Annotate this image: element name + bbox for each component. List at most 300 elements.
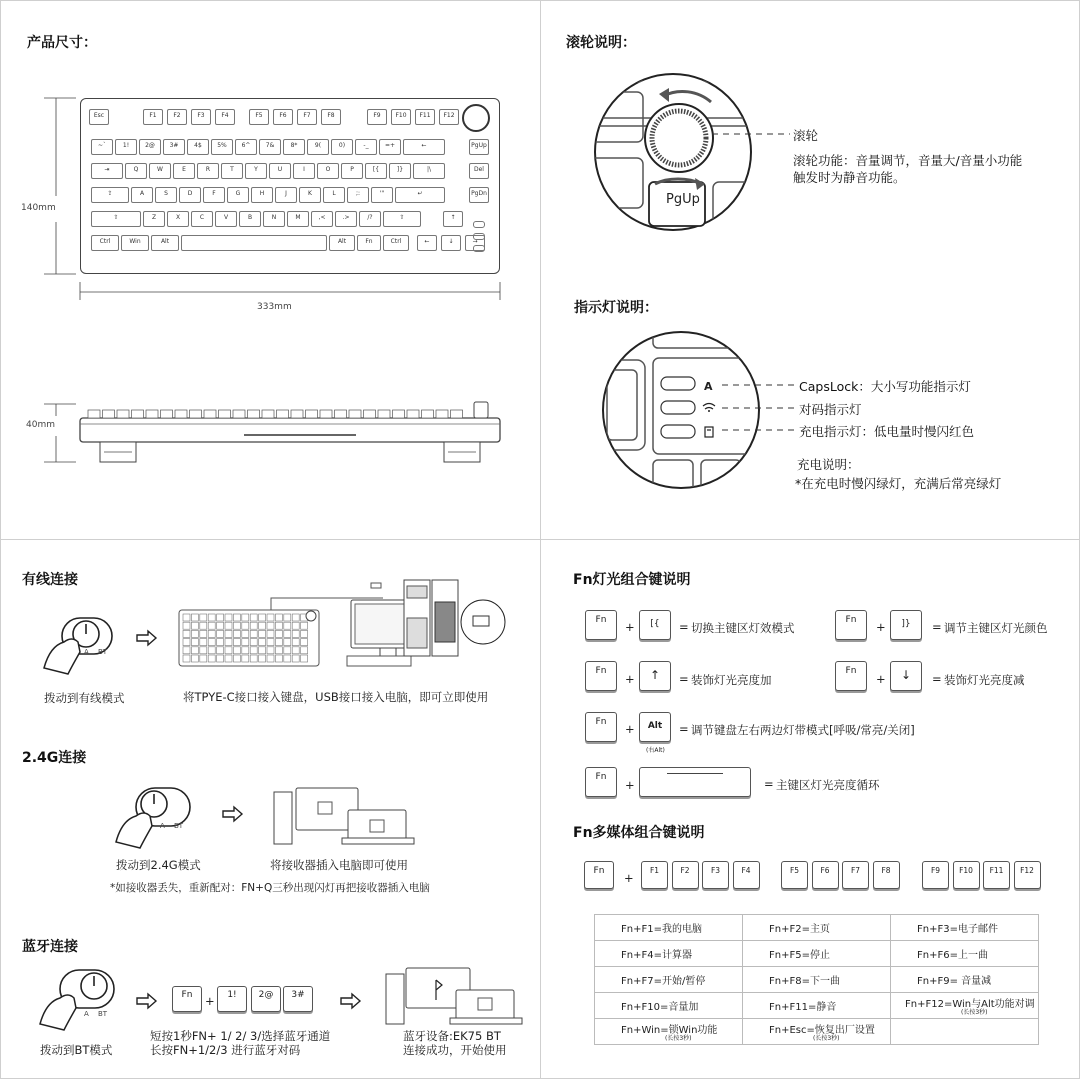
mini-key [250,647,257,654]
mini-key [217,639,224,646]
function-key-f9: F9 [922,861,949,889]
mini-key [208,647,215,654]
fn-key: Fn [585,712,617,742]
indicator-title: 指示灯说明： [574,300,658,316]
mini-key [242,647,249,654]
bt-switch-a: A [84,1010,89,1018]
keyboard-key: 6^ [235,139,257,155]
keyboard-key: W [149,163,171,179]
arrow-icon [340,993,362,1009]
bt-key-1: 1! [217,986,247,1012]
fn-light-desc-6: 主键区灯光亮度循环 [776,778,880,792]
keyboard-key: 0) [331,139,353,155]
function-key-f10: F10 [953,861,980,889]
table-row [595,941,1039,967]
mini-key [275,647,282,654]
right-alt-note: (右Alt) [646,747,665,754]
pair-indicator-label: 对码指示灯 [799,402,862,417]
keyboard-key: ← [403,139,445,155]
keyboard-key: I [293,163,315,179]
mini-key [267,647,274,654]
g24-note: *如接收器丢失，重新配对：FN+Q三秒出现闪灯再把接收器插入电脑 [110,882,430,894]
mini-key [301,639,308,646]
table-cell: Fn+F2=主页 [743,915,891,941]
charge-indicator-label: 充电指示灯：低电量时慢闪红色 [799,424,975,439]
keyboard-key: 5% [211,139,233,155]
table-row [595,967,1039,993]
keyboard-key: ⇪ [91,187,129,203]
side-keycap [219,410,231,418]
keyboard-key: ⇧ [383,211,421,227]
side-keycap [277,410,289,418]
mini-key [191,630,198,637]
keyboard-key: ~` [91,139,113,155]
fn-light-desc-4: 装饰灯光亮度减 [944,673,1025,687]
side-keycap [88,410,100,418]
g24-step2: 将接收器插入电脑即可使用 [270,858,408,872]
keyboard-key: K [299,187,321,203]
keyboard-key: ]} [389,163,411,179]
side-keycap [146,410,158,418]
function-key-f8: F8 [873,861,900,889]
mini-key [200,630,207,637]
spacebar-key [639,767,751,797]
keyboard-key: C [191,211,213,227]
keyboard-key: U [269,163,291,179]
equals: = [679,722,689,736]
keyboard-key: F10 [391,109,411,125]
indicator-leader-lines [722,380,802,440]
keyboard-key: ↑ [443,211,463,227]
mini-key [225,655,232,662]
fn-key: Fn [585,661,617,691]
mini-key [259,614,266,621]
plus: + [625,620,635,634]
fn-key: Fn [584,861,614,889]
wheel-desc-1: 滚轮功能：音量调节，音量大/音量小功能 [793,153,1023,168]
fn-light-desc-1: 切换主键区灯效模式 [691,621,795,635]
charge-title: 充电说明： [797,457,860,472]
side-keycap [349,410,361,418]
indicator-a-icon: A [704,380,713,393]
g24-switch-bt: BT [174,822,184,830]
bt-step2a: 短按1秒FN+ 1/ 2/ 3/选择蓝牙通道 [150,1029,331,1043]
mini-key [183,647,190,654]
wired-setup-illustration [175,578,505,670]
mini-key [259,647,266,654]
mini-key [183,614,190,621]
table-cell: Fn+F1=我的电脑 [595,915,743,941]
mini-key [292,630,299,637]
keyboard-key: G [227,187,249,203]
mini-key [259,622,266,629]
keyboard-key: /? [359,211,381,227]
bt-step1: 拨动到BT模式 [40,1043,113,1057]
keyboard-key: J [275,187,297,203]
mini-key [233,639,240,646]
keyboard-key: |\ [413,163,445,179]
mini-key [208,655,215,662]
mini-key [217,655,224,662]
keyboard-key: F11 [415,109,435,125]
mini-key [208,622,215,629]
mini-key [301,622,308,629]
keyboard-key: F9 [367,109,387,125]
keyboard-key: ,< [311,211,333,227]
bt-switch-illustration [36,964,120,1040]
function-key-f7: F7 [842,861,869,889]
mini-key [208,614,215,621]
fn-light-desc-3: 装饰灯光亮度加 [691,673,772,687]
plus: + [876,620,886,634]
side-keycap [233,410,245,418]
keyboard-key: 2@ [139,139,161,155]
side-keycap [291,410,303,418]
keyboard-key: B [239,211,261,227]
keyboard-key: Ctrl [91,235,119,251]
keyboard-key: A [131,187,153,203]
bt-step2b: 长按FN+1/2/3 进行蓝牙对码 [150,1043,301,1057]
keyboard-key: 9( [307,139,329,155]
wheel-title: 滚轮说明： [566,35,636,51]
mini-key [200,614,207,621]
arrow-icon [222,806,244,822]
mini-key [200,622,207,629]
keyboard-key: .> [335,211,357,227]
mini-key [208,630,215,637]
mini-key [250,655,257,662]
equals: = [679,672,689,686]
bt-key-fn: Fn [172,986,202,1012]
mini-key [242,630,249,637]
keyboard-key: Alt [151,235,179,251]
keyboard-key: [{ [365,163,387,179]
keyboard-key: Esc [89,109,109,125]
table-cell: Fn+F4=计算器 [595,941,743,967]
keyboard-key: PgDn [469,187,489,203]
wired-step2: 将TPYE-C接口接入键盘，USB接口接入电脑，即可立即使用 [183,690,489,704]
keyboard-key: P [341,163,363,179]
table-row [595,993,1039,1019]
bt-step3b: 连接成功，开始使用 [403,1043,507,1057]
table-cell: Fn+F3=电子邮件 [891,915,1039,941]
mini-key [259,655,266,662]
function-key-f12: F12 [1014,861,1041,889]
equals: = [932,620,942,634]
g24-switch-illustration [112,782,196,858]
keyboard-key: 4$ [187,139,209,155]
function-key-f4: F4 [733,861,760,889]
wired-switch-illustration [40,612,120,684]
down-arrow-key: ↓ [890,661,922,691]
side-keycap [320,410,332,418]
mini-key [242,639,249,646]
mini-key [242,614,249,621]
side-keycap [436,410,448,418]
mini-key [233,655,240,662]
keyboard-key: ← [417,235,437,251]
right-alt-key: Alt [639,712,671,742]
mini-key [225,639,232,646]
keyboard-key: ↓ [441,235,461,251]
mini-key [225,614,232,621]
mini-key [225,622,232,629]
keyboard-key: ⇥ [91,163,123,179]
wheel-illustration [593,72,753,232]
fn-key: Fn [585,610,617,640]
equals: = [932,672,942,686]
mini-key [284,614,291,621]
fn-media-title: Fn多媒体组合键说明 [573,825,705,841]
keyboard-key: R [197,163,219,179]
mini-key [208,639,215,646]
mini-key [191,647,198,654]
keyboard-key: Q [125,163,147,179]
bt-key-3: 3# [283,986,313,1012]
mini-key [301,630,308,637]
keyboard-key: V [215,211,237,227]
mini-key [284,622,291,629]
table-cell: Fn+F6=上一曲 [891,941,1039,967]
keyboard-key: F5 [249,109,269,125]
table-cell: Fn+F8=下一曲 [743,967,891,993]
bt-computer-illustration [384,964,530,1026]
side-keycap [248,410,260,418]
bracket-close-key: ]} [890,610,922,640]
table-cell-note: (长按3秒) [813,1035,840,1042]
mini-key [275,655,282,662]
media-shortcut-table [594,914,1039,1045]
mini-key [225,630,232,637]
plus: + [625,672,635,686]
bt-title: 蓝牙连接 [22,939,78,955]
table-cell: Fn+F12=Win与Alt功能对调 (长按3秒) [891,993,1039,1019]
keyboard-key: E [173,163,195,179]
equals: = [679,620,689,634]
side-keycap [364,410,376,418]
mini-key [292,622,299,629]
mini-key [250,630,257,637]
mini-key [233,630,240,637]
side-keycap [175,410,187,418]
keyboard-key: F3 [191,109,211,125]
mini-key [183,622,190,629]
keyboard-key: F8 [321,109,341,125]
mini-key [267,622,274,629]
keyboard-key: N [263,211,285,227]
function-key-f5: F5 [781,861,808,889]
side-keycap [103,410,115,418]
side-keycap [422,410,434,418]
wheel-label: 滚轮 [793,128,819,143]
keyboard-key: F7 [297,109,317,125]
fn-light-title: Fn灯光组合键说明 [573,572,691,588]
wired-step1: 拨动到有线模式 [44,691,125,705]
g24-computer-illustration [272,780,418,846]
mini-key [217,622,224,629]
plus: + [625,778,635,792]
mini-key [284,647,291,654]
wired-switch-a: A [84,648,89,656]
plus: + [625,722,635,736]
keyboard-key: ↵ [395,187,445,203]
mini-key [267,630,274,637]
table-cell: Fn+F10=音量加 [595,993,743,1019]
mini-key [292,655,299,662]
side-keycap [161,410,173,418]
keyboard-key: Alt [329,235,355,251]
mini-key [217,630,224,637]
mini-key [191,614,198,621]
mini-key [292,639,299,646]
keyboard-key: F4 [215,109,235,125]
bt-switch-bt: BT [98,1010,108,1018]
mini-key [250,639,257,646]
mini-key [183,655,190,662]
keyboard-key: H [251,187,273,203]
mini-key [250,622,257,629]
mini-key [200,655,207,662]
keyboard-key: Y [245,163,267,179]
side-keycap [407,410,419,418]
keyboard-key: L [323,187,345,203]
g24-switch-a: A [160,822,165,830]
keyboard-key: T [221,163,243,179]
table-cell: Fn+F7=开始/暂停 [595,967,743,993]
bt-step3a: 蓝牙设备:EK75 BT [403,1029,501,1043]
function-key-f3: F3 [702,861,729,889]
wheel-leader-line [712,132,792,136]
side-keycap [190,410,202,418]
keyboard-key: D [179,187,201,203]
arrow-icon [136,993,158,1009]
arrow-icon [136,630,158,646]
mini-key [275,614,282,621]
mini-key [233,614,240,621]
mini-key [225,647,232,654]
keyboard-key: 1! [115,139,137,155]
keyboard-key: Win [121,235,149,251]
mini-key [284,655,291,662]
mini-key [200,647,207,654]
mini-key [233,622,240,629]
up-arrow-key: ↑ [639,661,671,691]
size-title: 产品尺寸： [27,35,97,51]
mini-key [191,622,198,629]
keyboard-key: X [167,211,189,227]
mini-key [191,655,198,662]
side-keycap [306,410,318,418]
caps-indicator-label: CapsLock：大小写功能指示灯 [799,379,971,394]
mini-key [233,647,240,654]
table-cell: Fn+F11=静音 [743,993,891,1019]
mini-key [200,639,207,646]
mini-key [267,639,274,646]
wired-switch-bt: BT [98,648,108,656]
bt-plus: + [205,994,215,1008]
keyboard-key: M [287,211,309,227]
keyboard-key: ⇧ [91,211,141,227]
keyboard-key: Z [143,211,165,227]
keyboard-key: 8* [283,139,305,155]
wired-title: 有线连接 [22,572,78,588]
mini-key [301,655,308,662]
keyboard-key: F12 [439,109,459,125]
mini-key [242,622,249,629]
side-keycap [335,410,347,418]
table-cell: Fn+Win=锁Win功能 (长按3秒) [595,1019,743,1045]
keyboard-key: O [317,163,339,179]
keyboard-key: → [465,235,485,251]
keyboard-key: -_ [355,139,377,155]
mini-key [183,630,190,637]
function-key-f1: F1 [641,861,668,889]
mini-key [275,639,282,646]
mini-key [217,647,224,654]
side-keycap [393,410,405,418]
height-label: 140mm [21,203,56,213]
keyboard-key: F2 [167,109,187,125]
table-row [595,915,1039,941]
table-cell: Fn+F5=停止 [743,941,891,967]
g24-title: 2.4G连接 [22,750,87,766]
keyboard-key: F6 [273,109,293,125]
keyboard-side-view [78,398,504,474]
mini-key [275,630,282,637]
keyboard-key: ;: [347,187,369,203]
fn-light-desc-2: 调节主键区灯光颜色 [944,621,1048,635]
table-cell-note: (长按3秒) [665,1035,692,1042]
side-keycap [262,410,274,418]
plus: + [876,672,886,686]
bt-key-2: 2@ [251,986,281,1012]
mini-key [259,630,266,637]
keyboard-key: S [155,187,177,203]
fn-light-desc-5: 调节键盘左右两边灯带模式[呼吸/常亮/关闭] [691,723,915,737]
table-cell: Fn+Esc=恢复出厂设置 (长按3秒) [743,1019,891,1045]
mini-key [217,614,224,621]
keyboard-key: Del [469,163,489,179]
table-cell [891,1019,1039,1045]
function-key-f6: F6 [812,861,839,889]
table-cell-note: (长按3秒) [961,1009,988,1016]
keyboard-key: Ctrl [383,235,409,251]
charge-desc: *在充电时慢闪绿灯，充满后常亮绿灯 [795,476,1002,491]
mini-key [259,639,266,646]
function-key-f11: F11 [983,861,1010,889]
plus: + [624,871,634,885]
equals: = [764,777,774,791]
side-keycap [451,410,463,418]
mini-key [250,614,257,621]
table-cell: Fn+F9= 音量减 [891,967,1039,993]
side-keycap [132,410,144,418]
mini-key [191,639,198,646]
mini-key [267,614,274,621]
keyboard-key: '" [371,187,393,203]
mini-key [284,639,291,646]
fn-key: Fn [835,661,867,691]
mini-key [183,639,190,646]
side-keycap [117,410,129,418]
g24-step1: 拨动到2.4G模式 [116,858,201,872]
keyboard-key: F [203,187,225,203]
mini-key [301,647,308,654]
depth-label: 40mm [26,420,55,430]
keyboard-key: PgUp [469,139,489,155]
wheel-key-label: PgUp [666,192,700,207]
keyboard-key: 7& [259,139,281,155]
